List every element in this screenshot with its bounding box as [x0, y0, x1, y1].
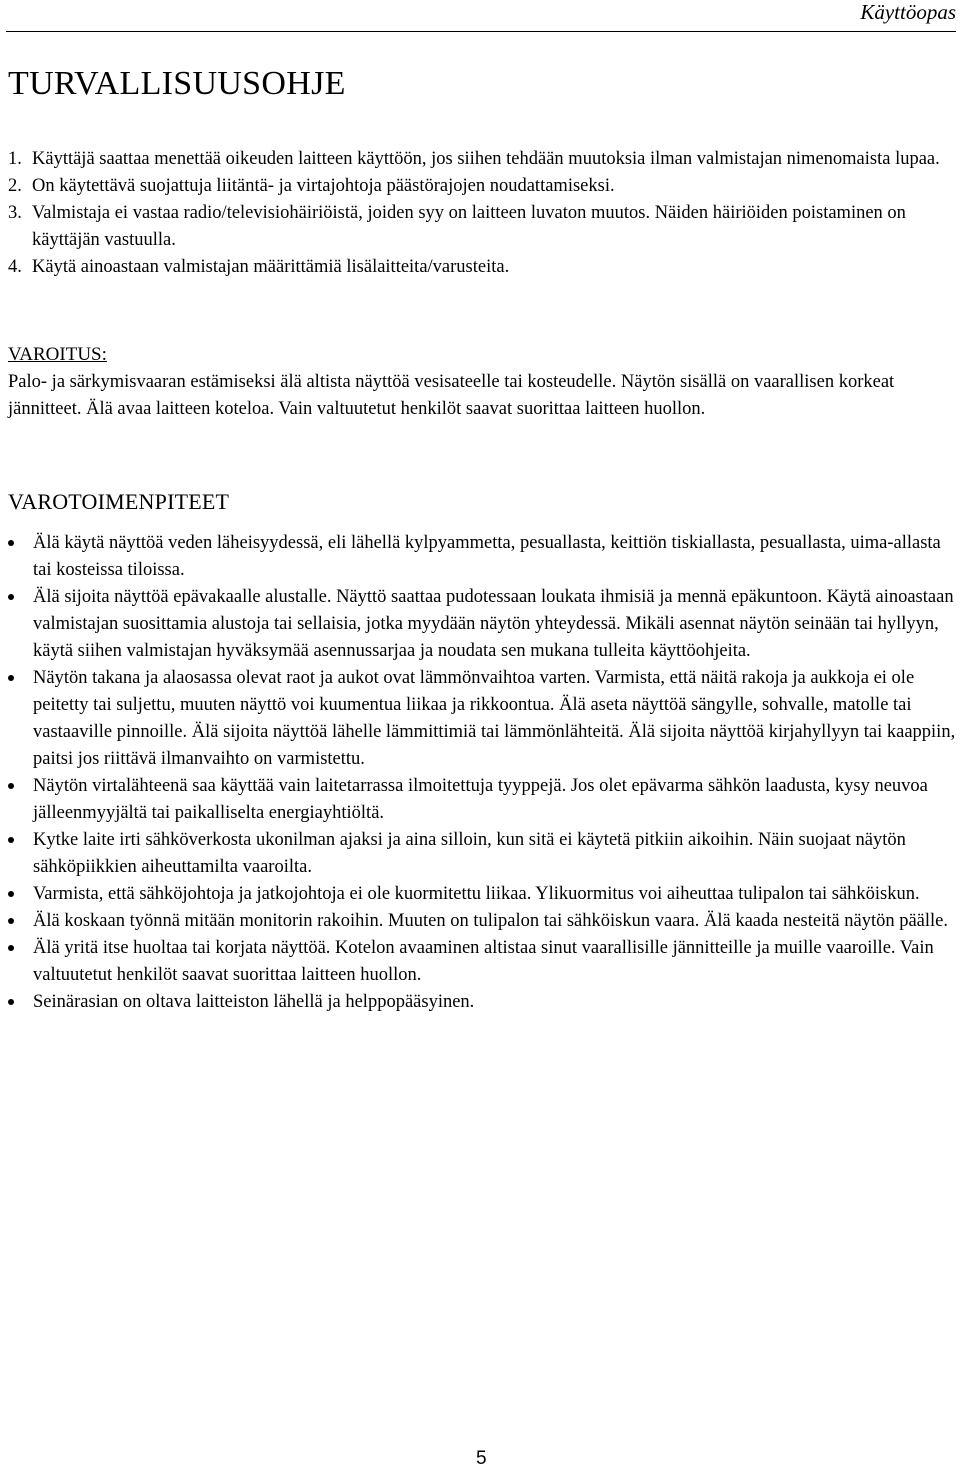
rule-number: 3.: [8, 203, 22, 223]
bullet-icon: [8, 675, 14, 681]
precaution-text: Varmista, että sähköjohtoja ja jatkojohtoja ei ole kuormitettu liikaa. Ylikuormitus voi aiheuttaa tulipalon tai sähköiskun.: [33, 884, 920, 904]
precaution-text: Seinärasian on oltava laitteiston lähellä ja helppopääsyinen.: [33, 992, 475, 1012]
precaution-item: [8, 773, 956, 827]
rule-number: 2.: [8, 176, 22, 196]
precaution-item: [8, 584, 956, 665]
bullet-icon: [8, 837, 14, 843]
precaution-item: [8, 935, 956, 989]
precaution-text: Älä sijoita näyttöä epävakaalle alustalle. Näyttö saattaa pudotessaan loukata ihmisiä ja mennä epäkuntoon. Käytä ainoastaan valmistajan suosittamia alustoja tai sellaisia, jotka myydään näytön yhteydessä. Mikäli asennat näytön seinään tai hyllyyn, käytä siihen valmistajan hyväksymää asennussarjaa ja noudata sen mukana tulleita käyttöohjeita.: [33, 587, 954, 661]
precaution-item: [8, 827, 956, 881]
precaution-item: [8, 665, 956, 773]
precaution-text: Kytke laite irti sähköverkosta ukonilman ajaksi ja aina silloin, kun sitä ei käytetä pitkiin aikoihin. Näin suojaat näytön sähköpiikkien aiheuttamilta vaaroilta.: [33, 830, 906, 877]
bullet-icon: [8, 999, 14, 1005]
bullet-icon: [8, 945, 14, 951]
precaution-item: [8, 989, 956, 1016]
bullet-icon: [8, 540, 14, 546]
precaution-text: Näytön takana ja alaosassa olevat raot ja aukot ovat lämmönvaihtoa varten. Varmista, että näitä rakoja ja aukkoja ei ole peitetty tai suljettu, muuten näyttö voi kuumentua liikaa ja rikkoontua. Älä aseta näyttöä sängylle, sohvalle, matolle tai vastaaville pinnoille. Älä sijoita näyttöä lähelle lämmittimiä tai lämmönlähteitä. Älä sijoita näyttöä kirjahyllyyn tai kaappiin, paitsi jos riittävä ilmanvaihto on varmistettu.: [33, 668, 956, 769]
header-divider: [6, 31, 956, 32]
rule-item: [8, 200, 953, 254]
bullet-icon: [8, 594, 14, 600]
rule-text: Valmistaja ei vastaa radio/televisiohäiriöistä, joiden syy on laitteen luvaton muutos. Näiden häiriöiden poistaminen on käyttäjän vastuulla.: [32, 203, 906, 250]
bullet-icon: [8, 891, 14, 897]
rule-number: 4.: [8, 257, 22, 277]
rule-item: [8, 146, 953, 173]
page-number: 5: [476, 1448, 487, 1469]
precaution-item: [8, 881, 956, 908]
rule-item: [8, 254, 953, 281]
precautions-list: [8, 530, 956, 1016]
bullet-icon: [8, 918, 14, 924]
precaution-text: Näytön virtalähteenä saa käyttää vain laitetarrassa ilmoitettuja tyyppejä. Jos olet epävarma sähkön laadusta, kysy neuvoa jälleenmyyjältä tai paikalliselta energiayhtiöltä.: [33, 776, 928, 823]
precaution-text: Älä koskaan työnnä mitään monitorin rakoihin. Muuten on tulipalon tai sähköiskun vaara. Älä kaada nesteitä näytön päälle.: [33, 911, 948, 931]
rule-text: Käytä ainoastaan valmistajan määrittämiä lisälaitteita/varusteita.: [32, 257, 510, 277]
document-header-label: Käyttöopas: [860, 0, 956, 24]
rule-text: On käytettävä suojattuja liitäntä- ja virtajohtoja päästörajojen noudattamiseksi.: [32, 176, 615, 196]
warning-text: Palo- ja särkymisvaaran estämiseksi älä altista näyttöä vesisateelle tai kosteudelle. Näytön sisällä on vaarallisen korkeat jännitteet. Älä avaa laitteen koteloa. Vain valtuutetut henkilöt saavat suorittaa laitteen huollon.: [8, 372, 895, 419]
rule-item: [8, 173, 953, 200]
precaution-item: [8, 908, 956, 935]
precaution-text: Älä yritä itse huoltaa tai korjata näyttöä. Kotelon avaaminen altistaa sinut vaarallisille jännitteille ja muille vaaroille. Vain valtuutetut henkilöt saavat suorittaa laitteen huollon.: [33, 938, 934, 985]
precaution-item: [8, 530, 956, 584]
page-title: TURVALLISUUSOHJE: [8, 65, 346, 102]
rule-text: Käyttäjä saattaa menettää oikeuden laitteen käyttöön, jos siihen tehdään muutoksia ilman valmistajan nimenomaista lupaa.: [32, 149, 940, 169]
precaution-text: Älä käytä näyttöä veden läheisyydessä, eli lähellä kylpyammetta, pesuallasta, keittiön tiskiallasta, pesuallasta, uima-allasta tai kosteissa tiloissa.: [33, 533, 941, 580]
bullet-icon: [8, 783, 14, 789]
safety-rules-list: [8, 146, 953, 281]
warning-heading: VAROITUS:: [8, 344, 107, 365]
precautions-heading: VAROTOIMENPITEET: [8, 489, 230, 514]
rule-number: 1.: [8, 149, 22, 169]
